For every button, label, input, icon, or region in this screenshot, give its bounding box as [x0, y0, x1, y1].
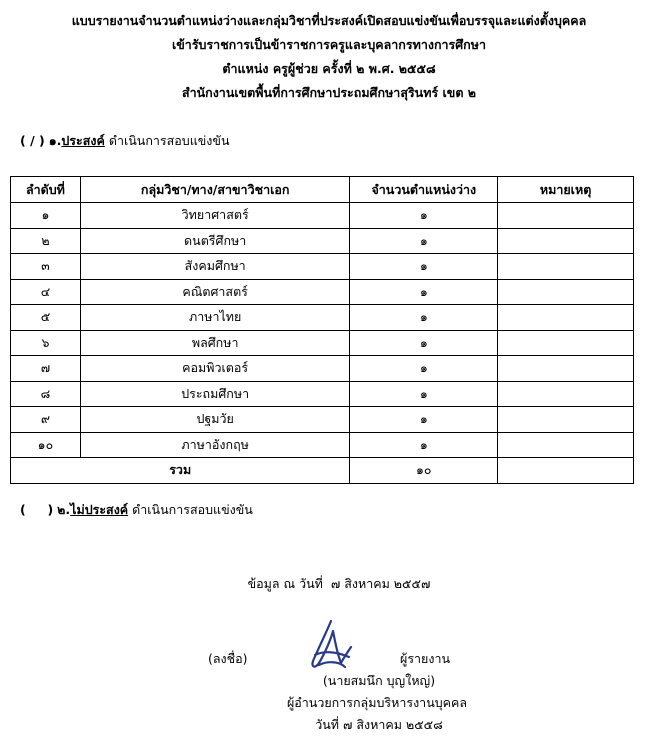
- table-row: [11, 228, 634, 254]
- row-no: ๓: [11, 254, 81, 280]
- row-subject: คณิตศาสตร์: [80, 279, 350, 305]
- signed-date: วันที่ ๗ สิงหาคม ๒๕๕๘: [315, 717, 443, 732]
- option-not-intend-checkbox[interactable]: ( ): [20, 502, 54, 517]
- sign-prefix: (ลงชื่อ): [208, 651, 248, 666]
- row-count: ๑: [350, 203, 498, 229]
- row-no: ๒: [11, 228, 81, 254]
- table-row: [11, 254, 634, 280]
- table-row: [11, 432, 634, 458]
- row-subject: ดนตรีศึกษา: [80, 228, 350, 254]
- row-subject: คอมพิวเตอร์: [80, 356, 350, 382]
- row-no: ๑: [11, 203, 81, 229]
- option-not-intend-label: ไม่ประสงค์: [70, 502, 129, 517]
- report-title-line1: แบบรายงานจำนวนตำแหน่งว่างและกลุ่มวิชาที่ประสงค์เปิดสอบแข่งขันเพื่อบรรจุและแต่งตั้งบุคคล: [71, 13, 587, 28]
- vacancy-table: [10, 176, 634, 484]
- row-subject: วิทยาศาสตร์: [80, 203, 350, 229]
- table-header-row: [11, 177, 634, 203]
- table-row: [11, 279, 634, 305]
- row-count: ๑: [350, 432, 498, 458]
- row-subject: ประถมศึกษา: [80, 381, 350, 407]
- option-not-intend-text: ดำเนินการสอบแข่งขัน: [132, 502, 253, 517]
- table-row: [11, 330, 634, 356]
- table-row: [11, 203, 634, 229]
- col-header-count: จำนวนตำแหน่งว่าง: [350, 177, 498, 203]
- row-count: ๑: [350, 381, 498, 407]
- row-count: ๑: [350, 305, 498, 331]
- report-title-line2: เข้ารับราชการเป็นข้าราชการครูและบุคลากรทางการศึกษา: [171, 37, 487, 52]
- row-note: [498, 254, 634, 280]
- row-subject: ปฐมวัย: [80, 407, 350, 433]
- row-note: [498, 381, 634, 407]
- row-note: [498, 228, 634, 254]
- row-note: [498, 407, 634, 433]
- signer-name: (นายสมนึก บุญใหญ่): [322, 673, 436, 688]
- report-title-line4: สำนักงานเขตพื้นที่การศึกษาประถมศึกษาสุรินทร์ เขต ๒: [181, 85, 477, 100]
- col-header-note: หมายเหตุ: [498, 177, 634, 203]
- row-no: ๔: [11, 279, 81, 305]
- row-note: [498, 432, 634, 458]
- table-row: [11, 305, 634, 331]
- total-count: ๑๐: [350, 458, 498, 484]
- row-count: ๑: [350, 228, 498, 254]
- row-count: ๑: [350, 254, 498, 280]
- row-note: [498, 203, 634, 229]
- signer-position: ผู้อำนวยการกลุ่มบริหารงานบุคคล: [286, 695, 468, 710]
- row-no: ๖: [11, 330, 81, 356]
- row-note: [498, 279, 634, 305]
- row-count: ๑: [350, 407, 498, 433]
- table-row: [11, 381, 634, 407]
- row-subject: ภาษาอังกฤษ: [80, 432, 350, 458]
- row-subject: ภาษาไทย: [80, 305, 350, 331]
- handwritten-signature: [305, 617, 353, 675]
- col-header-no: ลำดับที่: [11, 177, 81, 203]
- row-count: ๑: [350, 330, 498, 356]
- row-subject: สังคมศึกษา: [80, 254, 350, 280]
- table-row: [11, 407, 634, 433]
- total-note: [498, 458, 634, 484]
- option-intend-number: ๑.: [48, 133, 62, 148]
- data-as-of-date: ข้อมูล ณ วันที่ ๗ สิงหาคม ๒๕๕๗: [247, 576, 431, 591]
- sign-suffix: ผู้รายงาน: [400, 651, 451, 666]
- report-title-line3: ตำแหน่ง ครูผู้ช่วย ครั้งที่ ๒ พ.ศ. ๒๕๕๘: [222, 61, 436, 76]
- row-count: ๑: [350, 279, 498, 305]
- option-not-intend-number: ๒.: [57, 502, 71, 517]
- row-no: ๕: [11, 305, 81, 331]
- row-no: ๘: [11, 381, 81, 407]
- row-note: [498, 305, 634, 331]
- option-intend: [20, 131, 230, 151]
- option-not-intend: [20, 500, 253, 520]
- col-header-subject: กลุ่มวิชา/ทาง/สาขาวิชาเอก: [80, 177, 350, 203]
- row-no: ๑๐: [11, 432, 81, 458]
- option-intend-text: ดำเนินการสอบแข่งขัน: [108, 133, 230, 148]
- table-row: [11, 356, 634, 382]
- row-subject: พลศึกษา: [80, 330, 350, 356]
- row-note: [498, 356, 634, 382]
- total-label: รวม: [11, 458, 350, 484]
- table-total-row: [11, 458, 634, 484]
- row-note: [498, 330, 634, 356]
- row-no: ๙: [11, 407, 81, 433]
- row-no: ๗: [11, 356, 81, 382]
- row-count: ๑: [350, 356, 498, 382]
- option-intend-label: ประสงค์: [61, 133, 105, 148]
- option-intend-checkbox[interactable]: ( / ): [20, 133, 45, 148]
